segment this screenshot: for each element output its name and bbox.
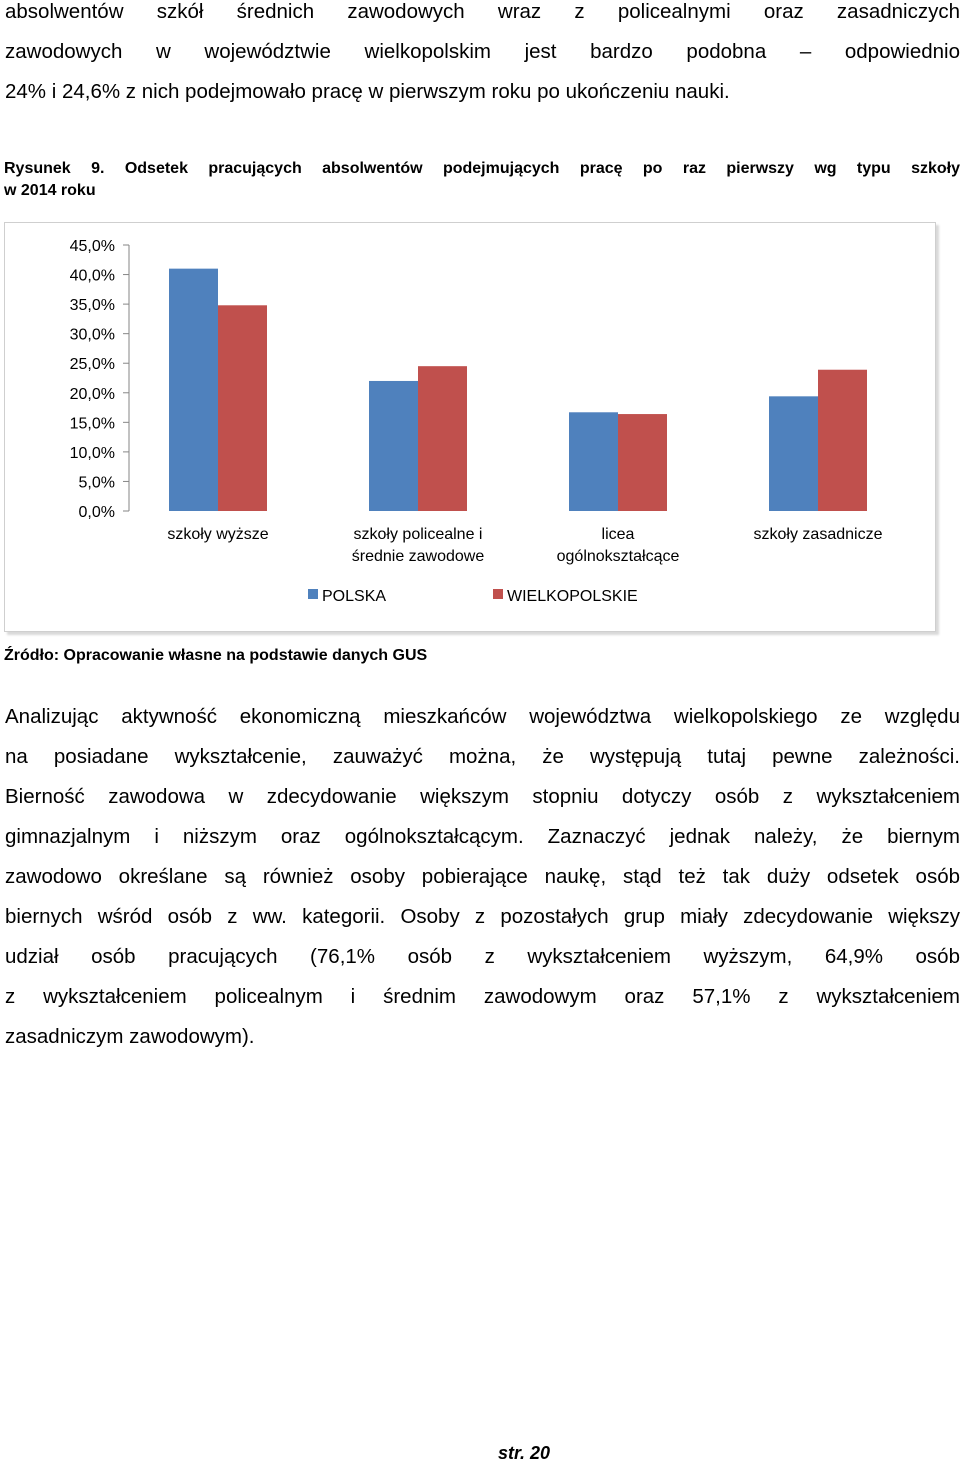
y-tick-label: 25,0% — [69, 356, 115, 374]
legend-swatch — [308, 589, 318, 599]
chart-frame — [4, 222, 936, 632]
intro-line: absolwentów szkół średnich zawodowych wraz z policealnymi oraz zasadniczych — [5, 0, 960, 23]
y-tick-label: 45,0% — [69, 238, 115, 255]
analysis-line: zasadniczym zawodowym). — [5, 1025, 255, 1048]
y-tick-label: 20,0% — [69, 385, 115, 403]
bar — [218, 305, 267, 511]
page-number-row — [0, 1441, 960, 1465]
figure-caption-text: Odsetek pracujących absolwentów podejmujących pracę po raz pierwszy wg typu szkoły — [124, 160, 960, 177]
analysis-line: na posiadane wykształcenie, zauważyć można, że występują tutaj pewne zależności. — [5, 745, 960, 768]
y-tick-label: 15,0% — [69, 415, 115, 433]
analysis-line: Analizując aktywność ekonomiczną mieszkańców województwa wielkopolskiego ze względu — [5, 705, 960, 728]
figure-caption-line — [4, 158, 960, 180]
category-label: szkoły policealne i — [353, 526, 483, 543]
page-number: str. 20 — [497, 1443, 550, 1463]
analysis-line: biernych wśród osób z ww. kategorii. Osoby z pozostałych grup miały zdecydowanie większy — [5, 905, 960, 928]
analysis-paragraph — [5, 697, 960, 1057]
bar — [769, 396, 818, 511]
category-label: średnie zawodowe — [351, 548, 485, 565]
bar — [418, 366, 467, 511]
bar — [369, 381, 418, 511]
legend-label: POLSKA — [322, 588, 387, 605]
category-label: ogólnokształcące — [556, 548, 680, 565]
bar — [569, 412, 618, 511]
analysis-line: udział osób pracujących (76,1% osób z wykształceniem wyższym, 64,9% osób — [5, 945, 960, 968]
analysis-line: Bierność zawodowa w zdecydowanie większym stopniu dotyczy osób z wykształceniem — [5, 785, 960, 808]
y-tick-label: 0,0% — [78, 504, 115, 521]
y-tick-label: 35,0% — [69, 297, 115, 315]
y-tick-label: 10,0% — [69, 444, 115, 462]
intro-paragraph — [5, 0, 960, 112]
figure-caption — [4, 158, 960, 202]
figure-label: Rysunek 9. — [4, 160, 105, 177]
y-tick-label: 30,0% — [69, 326, 115, 344]
bar — [818, 370, 867, 511]
intro-line: zawodowych w województwie wielkopolskim jest bardzo podobna – odpowiednio — [5, 40, 960, 63]
category-label: licea — [601, 526, 635, 543]
y-tick-label: 5,0% — [78, 474, 115, 492]
legend-swatch — [493, 589, 503, 599]
legend-label: WIELKOPOLSKIE — [507, 588, 638, 605]
intro-line: 24% i 24,6% z nich podejmowało pracę w pierwszym roku po ukończeniu nauki. — [5, 80, 730, 103]
bar-chart — [5, 223, 935, 631]
analysis-line: zawodowo określane są również osoby pobierające naukę, stąd też tak duży odsetek osób — [5, 865, 960, 888]
y-tick-label: 40,0% — [69, 267, 115, 285]
category-label: szkoły zasadnicze — [753, 526, 883, 543]
bar — [169, 269, 218, 511]
bar — [618, 414, 667, 511]
source-note: Źródło: Opracowanie własne na podstawie danych GUS — [4, 647, 428, 664]
category-label: szkoły wyższe — [167, 526, 269, 543]
analysis-line: gimnazjalnym i niższym oraz ogólnokształcącym. Zaznaczyć jednak należy, że biernym — [5, 825, 960, 848]
figure-caption-line: w 2014 roku — [4, 182, 96, 199]
analysis-line: z wykształceniem policealnym i średnim zawodowym oraz 57,1% z wykształceniem — [5, 985, 960, 1008]
